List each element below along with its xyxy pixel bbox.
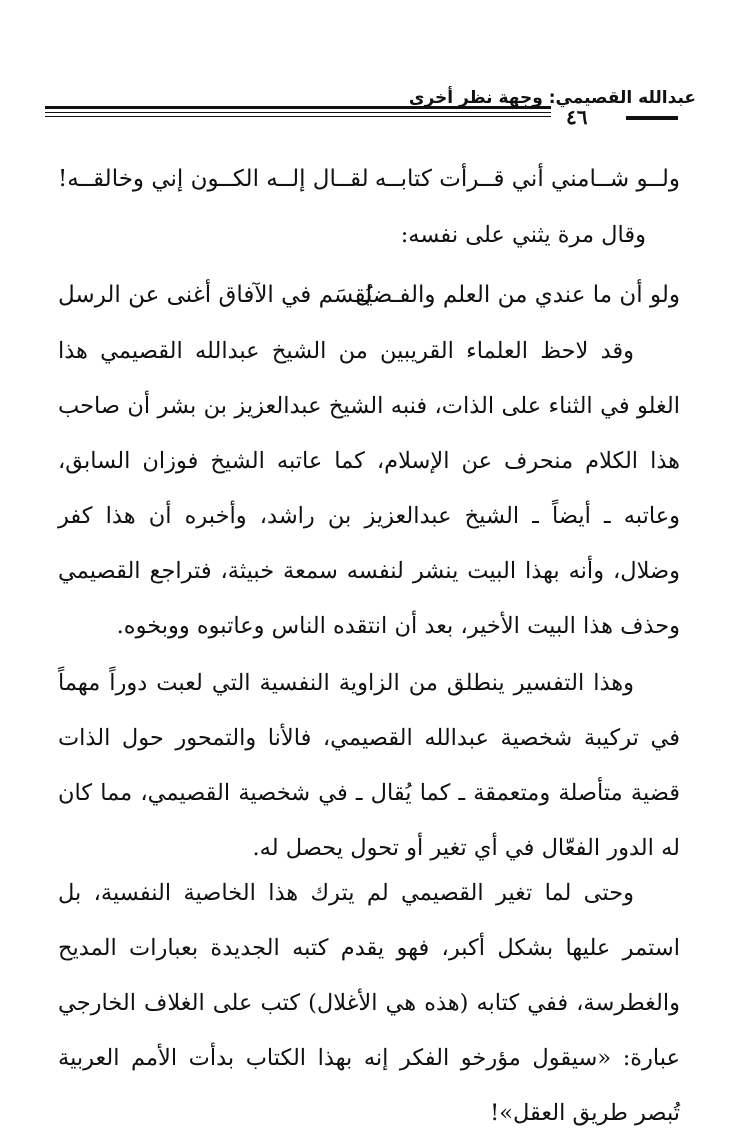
paragraph-2-text: وهذا التفسير ينطلق من الزاوية النفسية التي لعبت دوراً مهماً في تركيبة شخصية عبدالله القصيمي، فالأنا والتمحور حول الذات قضية متأصلة ومتعمقة ـ كما يُقال ـ في شخصية القصيمي، مما كان له الدور الفعّال في أي تغير أو تحول يحصل له. <box>58 670 680 861</box>
page-number-rule <box>626 116 678 120</box>
paragraph-3-text: وحتى لما تغير القصيمي لم يترك هذا الخاصية النفسية، بل استمر عليها بشكل أكبر، فهو يقدم كتبه الجديدة بعبارات المديح والغطرسة، ففي كتابه (هذه هي الأغلال) كتب على الغلاف الخارجي عبارة: «سيقول مؤرخو الفكر إنه بهذا الكتاب بدأت الأمم العربية تُبصر طريق العقل»! <box>58 880 680 1126</box>
paragraph-1 <box>58 324 680 654</box>
paragraph-1-text: وقد لاحظ العلماء القريبين من الشيخ عبدالله القصيمي هذا الغلو في الثناء على الذات، فنبه الشيخ عبدالعزيز بن بشر أن صاحب هذا الكلام منحرف عن الإسلام، كما عاتبه الشيخ فوزان السابق، وعاتبه ـ أيضاً ـ الشيخ عبدالعزيز بن راشد، وأخبره أن هذا كفر وضلال، وأنه بهذا البيت ينشر لنفسه سمعة خبيثة، فتراجع القصيمي وحذف هذا البيت الأخير، بعد أن انتقده الناس وعاتبوه ووبخوه. <box>58 338 680 639</box>
poem-verse-1 <box>58 166 680 210</box>
paragraph-2 <box>58 656 680 876</box>
poem-verse-2 <box>58 282 680 326</box>
verse-1-first-hemistich: ولــو شــامني أني قــرأت كتابــه <box>374 166 680 192</box>
verse-1-second-hemistich: لقــال إلــه الكــون إني وخالقــه! <box>58 166 369 192</box>
page-header <box>0 78 736 130</box>
intro-line: وقال مرة يثني على نفسه: <box>400 222 646 248</box>
page-number: ٤٦ <box>566 105 588 129</box>
header-rule-thin <box>45 116 551 117</box>
paragraph-3 <box>58 866 680 1141</box>
verse-2-second-hemistich: يُقسَم في الآفاق أغنى عن الرسل <box>58 282 373 308</box>
header-rule <box>45 106 551 113</box>
running-title: عبدالله القصيمي: وجهة نظر أخرى <box>408 88 696 108</box>
verse-2-first-hemistich: ولو أن ما عندي من العلم والفـضل <box>355 282 680 308</box>
